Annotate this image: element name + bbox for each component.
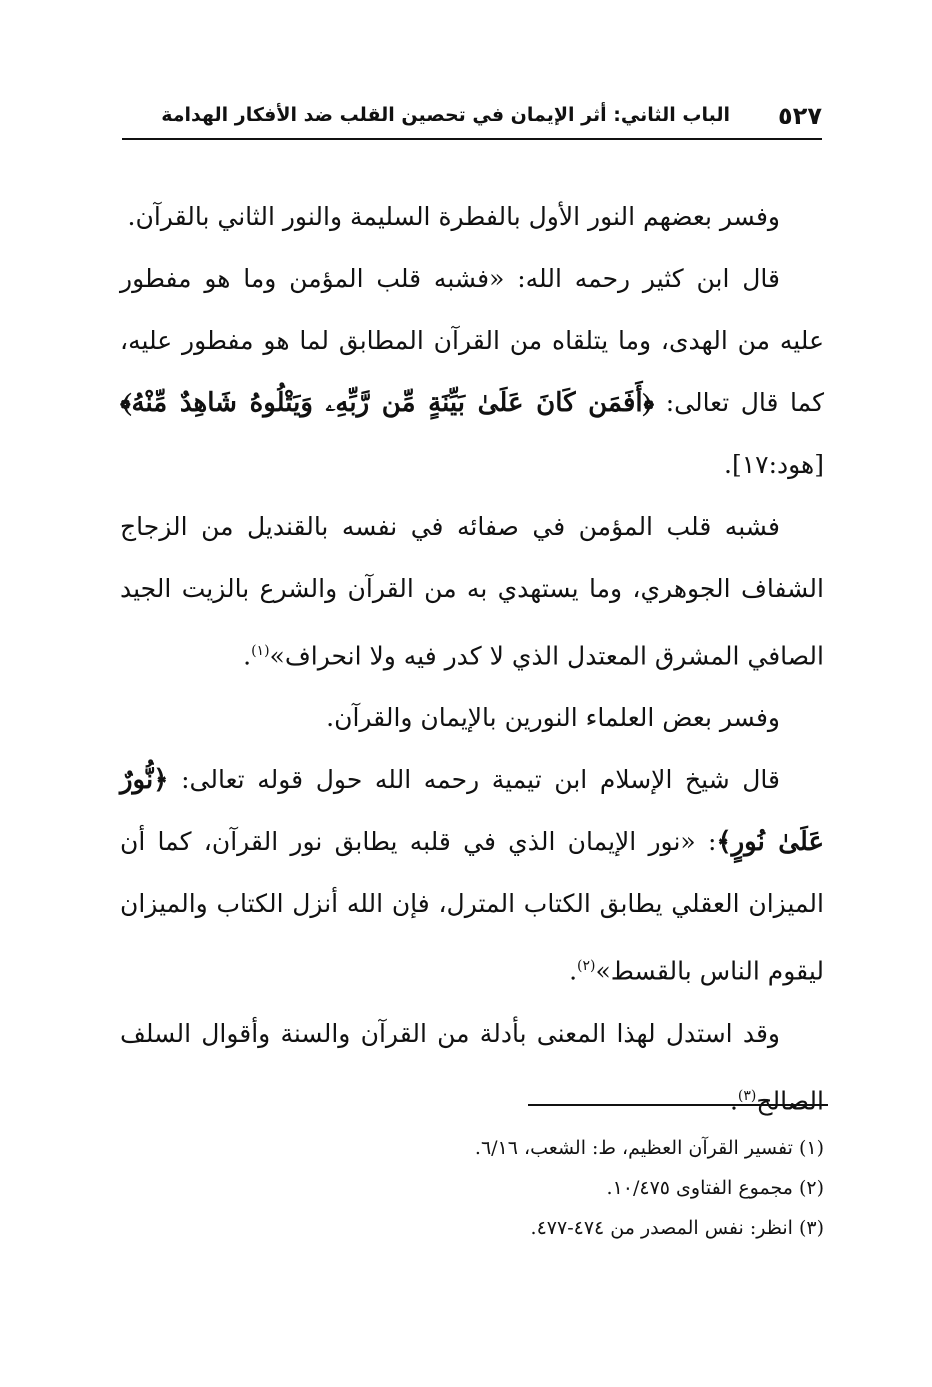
paragraph-1-text: وفسر بعضهم النور الأول بالفطرة السليمة والنور الثاني بالقرآن.	[127, 202, 780, 231]
paragraph-4-text: وفسر بعض العلماء النورين بالإيمان والقرآن.	[326, 703, 780, 733]
footnote-marker-1: (١)	[251, 643, 270, 659]
page-number: ٥٢٧	[778, 102, 822, 130]
footnote-1: (١) تفسير القرآن العظيم، ط: الشعب، ٦/١٦.	[474, 1137, 824, 1159]
paragraph-6: وقد استدل لهذا المعنى بأدلة من القرآن والسنة وأقوال السلف الصالح$^{(٣)}$.	[120, 1018, 824, 1115]
footnote-2: (٢) مجموع الفتاوى ١٠/٤٧٥.	[606, 1177, 824, 1199]
main-text	[120, 186, 824, 1132]
paragraph-5-text: قال شيخ الإسلام ابن تيمية رحمه الله حول قوله تعالى:	[181, 765, 780, 795]
paragraph-5: قال شيخ الإسلام ابن تيمية رحمه الله حول قوله تعالى: ﴿نُّورٌ عَلَىٰ نُورٍ﴾: «نور الإيمان الذي في قلبه يطابق نور القرآن، كما أن الميزان العقلي يطابق الكتاب المترل، فإن الله أنزل الكتاب والميزان ليقوم الناس بالقسط»$^{(٢)}$.	[120, 765, 824, 986]
paragraph-2	[120, 248, 824, 496]
paragraph-5-quote: : «نور الإيمان الذي في قلبه يطابق نور القرآن، كما أن الميزان العقلي يطابق الكتاب المترل، فإن الله أنزل الكتاب والميزان ليقوم الناس بالقسط»	[120, 827, 824, 986]
footnote-marker-3: (٣)	[737, 1087, 757, 1104]
running-title: الباب الثاني: أثر الإيمان في تحصين القلب ضد الأفكار الهدامة	[161, 104, 730, 126]
paragraph-3: فشبه قلب المؤمن في صفائه في نفسه بالقنديل من الزجاج الشفاف الجوهري، وما يستهدي به من القرآن والشرع بالزيت الجيد الصافي المشرق المعتدل الذي لا كدر فيه ولا انحراف»$^{(١)}$.	[120, 512, 824, 671]
footnote-marker-2: (٢)	[577, 958, 596, 975]
quran-verse-hud: ﴿أَفَمَن كَانَ عَلَىٰ بَيِّنَةٍ مِّن رَّبِّهِۦ وَيَتْلُوهُ شَاهِدٌ مِّنْهُ﴾	[120, 388, 655, 418]
quran-verse-nur: ﴿نُّورٌ عَلَىٰ نُورٍ﴾	[120, 765, 824, 858]
paragraph-1	[120, 186, 824, 248]
paragraph-3-text: فشبه قلب المؤمن في صفائه في نفسه بالقنديل من الزجاج الشفاف الجوهري، وما يستهدي به من القرآن والشرع بالزيت الجيد الصافي المشرق المعتدل الذي لا كدر فيه ولا انحراف»	[120, 512, 824, 671]
footnote-separator	[528, 1104, 828, 1106]
page-header	[122, 98, 822, 140]
paragraph-2-text: قال ابن كثير رحمه الله: «فشبه قلب المؤمن وما هو مفطور عليه من الهدى، وما يتلقاه من القرآن المطابق لما هو مفطور عليه، كما قال تعالى:	[120, 264, 824, 417]
footnotes	[120, 1128, 824, 1248]
paragraph-6-text: وقد استدل لهذا المعنى بأدلة من القرآن والسنة وأقوال السلف الصالح	[120, 1018, 824, 1115]
footnote-3: (٣) انظر: نفس المصدر من ٤٧٤-٤٧٧.	[530, 1217, 824, 1239]
paragraph-4	[120, 687, 824, 749]
verse-reference: [هود:١٧].	[724, 450, 824, 479]
